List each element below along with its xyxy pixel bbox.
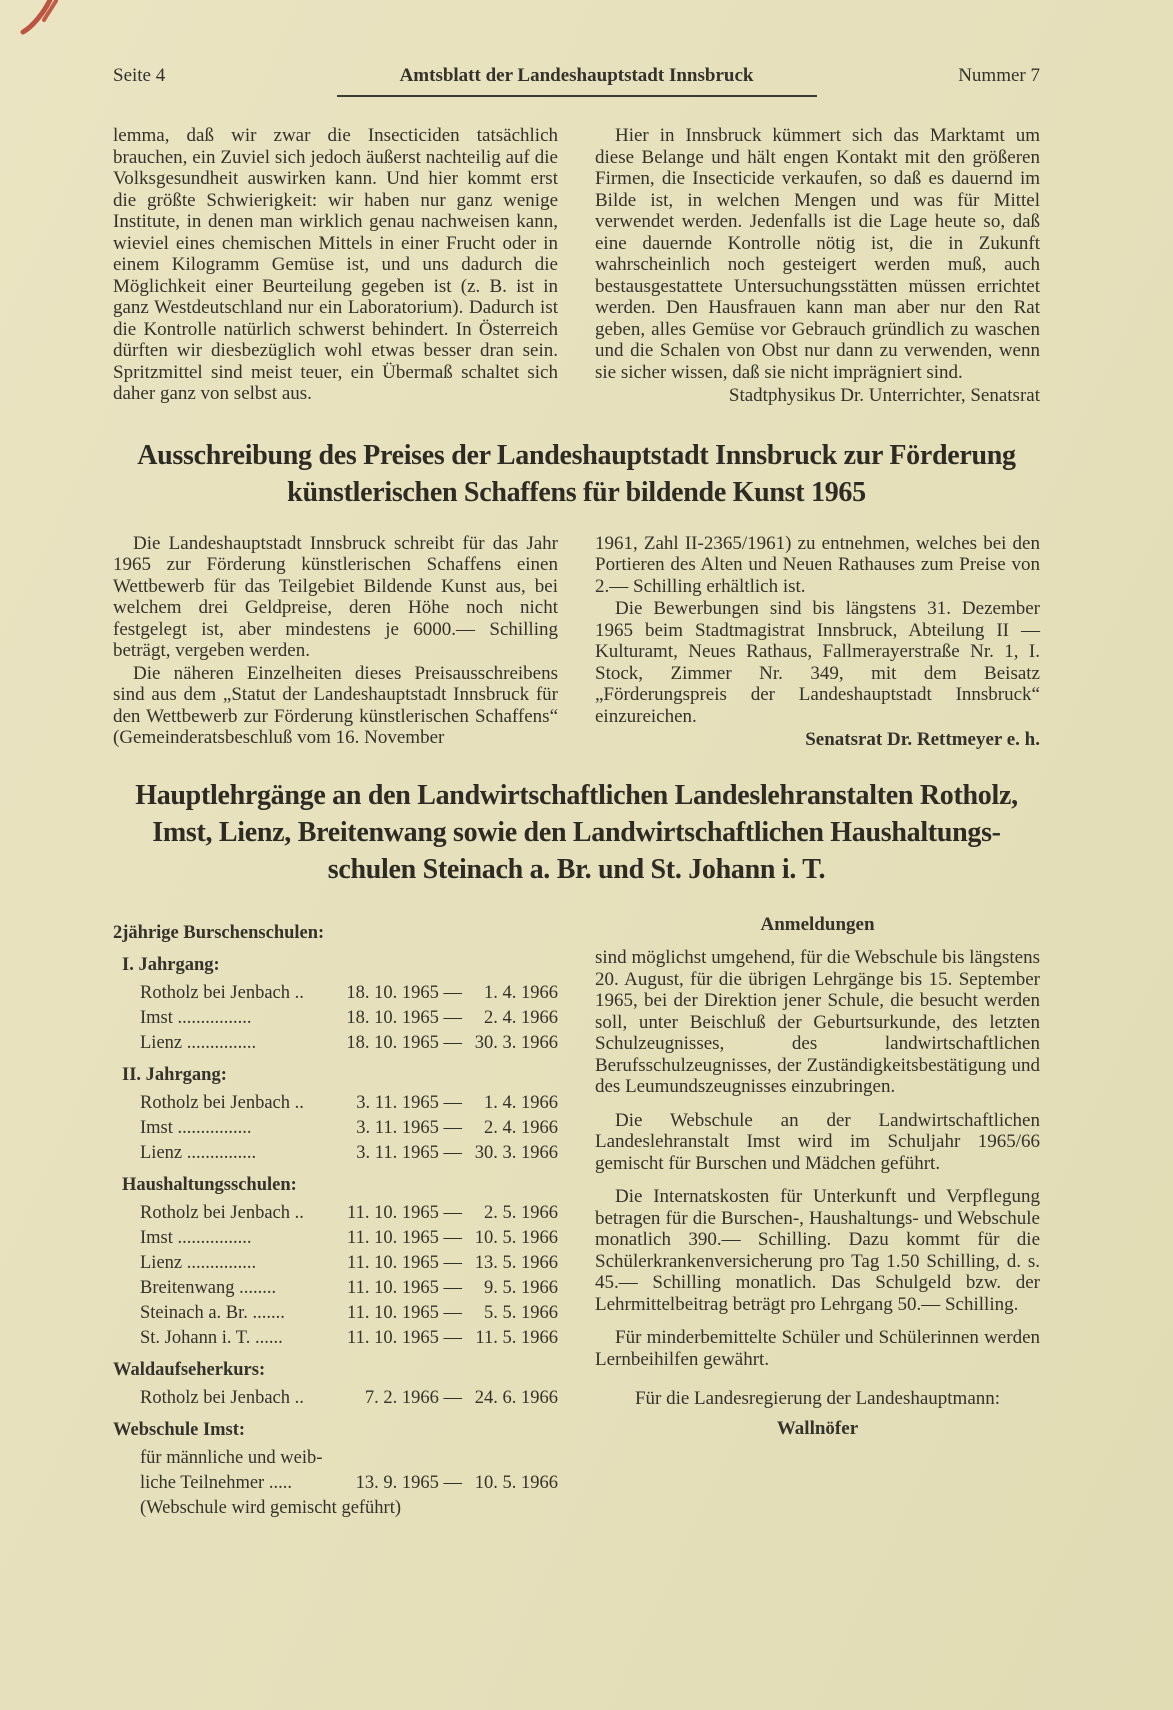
end-date: 11. 5. 1966 [475,1327,558,1348]
signature-rettmeyer: Senatsrat Dr. Rettmeyer e. h. [805,729,1040,750]
end-date: 2. 4. 1966 [484,1117,558,1138]
school-label: Imst ................ [140,1227,252,1248]
schedule-row [140,1201,558,1226]
end-date: 9. 5. 1966 [484,1277,558,1298]
paragraph: Hier in Innsbruck kümmert sich das Marktamt um diese Belange und hält engen Kontakt mit den größeren Firmen, die Insecticide verkaufen, so daß es dauernd im Bilde ist, in welchen Mengen und was für Mittel verwendet werden. Jedenfalls ist die Lage heute so, daß eine dauernde Kontrolle nötig ist, die in Zukunft wahrscheinlich noch gesteigert werden muß, auch bestausgestattete Untersuchungsstätten müssen errichtet werden. Den Hausfrauen kann man aber nur den Rat geben, alles Gemüse vor Gebrauch gründlich zu waschen und die Schalen von Obst nur dann zu verwenden, wenn sie sicher wissen, daß sie nicht imprägniert sind. [595,125,1040,383]
article-prize [113,533,1040,751]
prize-title-line1: Ausschreibung des Preises der Landeshauptstadt Innsbruck zur Förderung [137,439,1016,471]
end-date: 10. 5. 1966 [474,1227,558,1248]
course-schedule [113,914,558,1521]
end-date: 1. 4. 1966 [484,1092,558,1113]
courses-title-line2: Imst, Lienz, Breitenwang sowie den Landwirtschaftlichen Haushaltungs- [152,816,1001,848]
start-date: 11. 10. 1965 — [347,1327,462,1348]
schedule-row [140,1226,558,1251]
end-date: 1. 4. 1966 [484,982,558,1003]
article-insecticides-right-column [595,125,1040,407]
end-date: 30. 3. 1966 [474,1032,558,1053]
schedule-section-title: Waldaufseherkurs: [113,1359,266,1380]
schedule-section-webschule [113,1418,558,1521]
paragraph: Die Landeshauptstadt Innsbruck schreibt für das Jahr 1965 zur Förderung künstlerischen Schaffens einen Wettbewerb für das Teilgebiet Bildende Kunst aus, bei welchem drei Geldpreise, deren Höhe noch nicht festgelegt ist, aber mindestens je 6000.— Schilling beträgt, vergeben werden. [113,532,558,661]
schedule-row [140,1006,558,1031]
webschule-post-line: (Webschule wird gemischt geführt) [140,1497,402,1518]
schedule-row [140,1116,558,1141]
schedule-row [140,1251,558,1276]
school-label: St. Johann i. T. ...... [140,1327,283,1348]
prize-title-line2: künstlerischen Schaffens für bildende Kunst 1965 [287,476,866,508]
schedule-section-title: II. Jahrgang: [122,1064,227,1085]
start-date: 13. 9. 1965 — [355,1472,462,1493]
paragraph: lemma, daß wir zwar die Insecticiden tatsächlich brauchen, ein Zuviel sich jedoch äußerst nachteilig auf die Volksgesundheit auswirken kann. Und hier kommt erst die größte Schwierigkeit: wir haben nur ganz wenige Institute, in denen man wirklich genau nachweisen kann, wieviel eines chemischen Mittels in einer Frucht oder in einem Kilogramm Gemüse ist, und uns dadurch die Möglichkeit einer Beurteilung gegeben ist (z. B. ist in ganz Westdeutschland nur ein Laboratorium). Dadurch ist die Kontrolle natürlich schwerst behindert. In Österreich dürften wir diesbezüglich wohl etwas besser dran sein. Spritzmittel sind meist teuer, ein Übermaß schaltet sich daher ganz von selbst aus. [113,125,558,404]
school-label: Breitenwang ........ [140,1277,277,1298]
schedule-row [140,1141,558,1166]
school-label: Rotholz bei Jenbach .. [140,982,304,1003]
start-date: 11. 10. 1965 — [347,1227,462,1248]
start-date: 3. 11. 1965 — [356,1117,462,1138]
schedule-row [140,1091,558,1116]
schedule-row [140,981,558,1006]
page-number-label: Seite 4 [113,65,166,86]
schedule-row [140,1301,558,1326]
start-date: 7. 2. 1966 — [364,1387,462,1408]
end-date: 30. 3. 1966 [474,1142,558,1163]
paragraph: Die näheren Einzelheiten dieses Preisausschreibens sind aus dem „Statut der Landeshauptstadt Innsbruck für den Wettbewerb zur Förderung künstlerischen Schaffens“ (Gemeinderatsbeschluß vom 16. November [113,662,558,748]
school-label: Rotholz bei Jenbach .. [140,1387,304,1408]
schedule-row [140,1471,558,1496]
courses-article-title [113,777,1040,888]
schedule-row [140,1276,558,1301]
paragraph: Die Bewerbungen sind bis längstens 31. Dezember 1965 beim Stadtmagistrat Innsbruck, Abteilung II — Kulturamt, Neues Rathaus, Fallmerayerstraße Nr. 1, I. Stock, Zimmer Nr. 349, mit dem Beisatz „Förderungspreis der Landeshauptstadt Innsbruck“ einzureichen. [595,598,1040,727]
schedule-section-jahrgang-2 [113,1063,558,1166]
schedule-section-title: Webschule Imst: [113,1419,246,1440]
signature-unterrichter: Stadtphysikus Dr. Unterrichter, Senatsrat [728,385,1040,406]
school-label: Rotholz bei Jenbach .. [140,1202,304,1223]
paragraph: Die Internatskosten für Unterkunft und Verpflegung betragen für die Burschen-, Haushaltungs- und Webschule monatlich 390.— Schilling. Dazu kommt für die Schülerkrankenversicherung pro Tag 1.50 Schilling, d. s. 45.— Schilling monatlich. Das Schulgeld bzw. der Lehrmittelbeitrag beträgt pro Lehrgang 50.— Schilling. [595,1186,1040,1315]
end-date: 24. 6. 1966 [474,1387,558,1408]
end-date: 2. 5. 1966 [484,1202,558,1223]
start-date: 18. 10. 1965 — [346,1032,462,1053]
closing-line: Für die Landesregierung der Landeshauptmann: [634,1388,1001,1409]
end-date: 2. 4. 1966 [484,1007,558,1028]
prize-article-title [113,437,1040,511]
schedule-row [140,1031,558,1056]
registration-info [595,914,1040,1521]
start-date: 3. 11. 1965 — [356,1092,462,1113]
schedule-row [140,1386,558,1411]
webschule-pre-line: für männliche und weib- [140,1447,323,1468]
school-label: Lienz ............... [140,1252,257,1273]
paragraph: 1961, Zahl II-2365/1961) zu entnehmen, welches bei den Portieren des Alten und Neuen Rathauses zum Preise von 2.— Schilling erhältlich ist. [595,532,1040,597]
start-date: 18. 10. 1965 — [346,982,462,1003]
school-label: Lienz ............... [140,1032,257,1053]
masthead-rule [337,95,817,97]
school-label: Lienz ............... [140,1142,257,1163]
start-date: 3. 11. 1965 — [356,1142,462,1163]
school-label: liche Teilnehmer ..... [140,1472,292,1493]
article-prize-left-column [113,533,558,751]
article-insecticides [113,125,1040,407]
signature-wallnoefer: Wallnöfer [776,1417,859,1439]
end-date: 13. 5. 1966 [474,1252,558,1273]
masthead [113,64,1040,88]
start-date: 11. 10. 1965 — [347,1202,462,1223]
red-ink-mark [18,0,60,57]
schedule-section-title: I. Jahrgang: [122,954,220,975]
start-date: 11. 10. 1965 — [347,1252,462,1273]
school-label: Imst ................ [140,1117,252,1138]
schedule-section-jahrgang-1 [113,953,558,1056]
schedule-section-waldaufseherkurs [113,1358,558,1411]
courses-title-line1: Hauptlehrgänge an den Landwirtschaftlichen Landeslehranstalten Rotholz, [135,779,1018,811]
school-label: Steinach a. Br. ....... [140,1302,285,1323]
paragraph: Für minderbemittelte Schüler und Schülerinnen werden Lernbeihilfen gewährt. [595,1327,1040,1370]
school-label: Imst ................ [140,1007,252,1028]
start-date: 11. 10. 1965 — [347,1277,462,1298]
courses-title-line3: schulen Steinach a. Br. und St. Johann i. T. [327,853,826,885]
schedule-main-heading: 2jährige Burschenschulen: [113,922,325,943]
start-date: 11. 10. 1965 — [347,1302,462,1323]
registration-heading: Anmeldungen [760,913,875,935]
issue-number-label: Nummer 7 [958,65,1040,86]
paragraph: sind möglichst umgehend, für die Webschule bis längstens 20. August, für die übrigen Lehrgänge bis 15. September 1965, bei der Direktion jener Schule, die besucht werden soll, unter Beischluß der Geburtsurkunde, des letzten Schulzeugnisses, des landwirtschaftlichen Berufsschulzeugnisses, der Zuständigkeitsbestätigung und des Leumundszeugnisses einzubringen. [595,947,1040,1097]
gazette-title: Amtsblatt der Landeshauptstadt Innsbruck [399,65,754,86]
schedule-section-haushaltungsschulen [113,1173,558,1351]
start-date: 18. 10. 1965 — [346,1007,462,1028]
end-date: 5. 5. 1966 [484,1302,558,1323]
schedule-section-title: Haushaltungsschulen: [122,1174,297,1195]
schedule-row [140,1326,558,1351]
end-date: 10. 5. 1966 [474,1472,558,1493]
article-insecticides-left-column [113,125,558,407]
paragraph: Die Webschule an der Landwirtschaftlichen Landeslehranstalt Imst wird im Schuljahr 1965/66 gemischt für Burschen und Mädchen geführt. [595,1109,1040,1174]
article-courses [113,914,1040,1521]
school-label: Rotholz bei Jenbach .. [140,1092,304,1113]
article-prize-right-column [595,533,1040,751]
